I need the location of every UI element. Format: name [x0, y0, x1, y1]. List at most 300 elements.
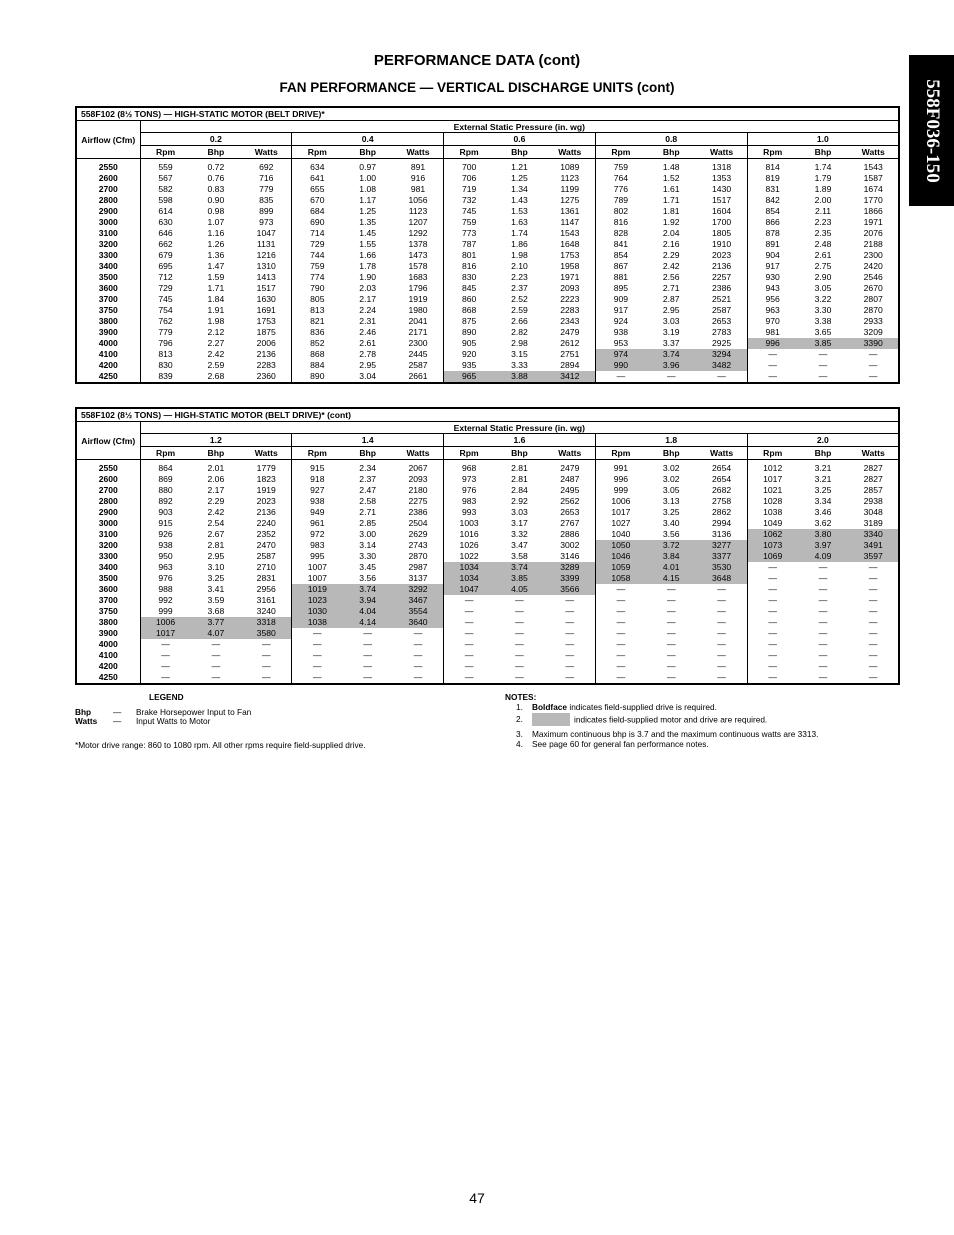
table-cell: 1017	[747, 474, 798, 485]
table-cell: 1049	[747, 518, 798, 529]
table-cell: 973	[259, 217, 274, 227]
table-cell: —	[818, 371, 828, 381]
table-row	[76, 562, 899, 573]
table-cell: 3.56	[359, 573, 377, 583]
table-cell: 714	[292, 228, 343, 239]
table-cell: —	[595, 650, 646, 661]
table-cell: 1430	[712, 184, 732, 194]
column-header: Rpm	[747, 447, 798, 460]
table-cell: 2504	[408, 518, 428, 528]
table-cell: —	[211, 639, 221, 649]
table-cell: 1021	[747, 485, 798, 496]
table-cell: 3.03	[511, 507, 528, 517]
table-cell: 1047	[444, 584, 495, 595]
table-cell: —	[363, 639, 372, 649]
table-cell: 3.14	[359, 540, 377, 550]
table-cell: —	[818, 573, 828, 583]
table-cell: 916	[410, 173, 426, 183]
table-cell: 1050	[595, 540, 646, 551]
table-cell: —	[140, 650, 191, 661]
table-cell: 830	[140, 360, 191, 371]
table-cell: 2661	[408, 371, 428, 381]
table-cell: 2.24	[359, 305, 377, 315]
table-cell: —	[666, 672, 676, 682]
table-cell: 2495	[560, 485, 580, 495]
table-cell: 773	[444, 228, 495, 239]
airflow-cell: 3750	[98, 305, 118, 315]
table-cell: 614	[140, 206, 191, 217]
table-cell: 776	[595, 184, 646, 195]
table-cell: —	[747, 672, 798, 684]
table-cell: 918	[292, 474, 343, 485]
table-cell: 899	[259, 206, 274, 216]
column-header: Bhp	[342, 146, 393, 159]
table-cell: 1683	[408, 272, 428, 282]
table-cell: 2987	[408, 562, 428, 572]
table-cell: 920	[444, 349, 495, 360]
table-cell: 3390	[848, 338, 899, 349]
table-cell: 3.38	[814, 316, 832, 326]
table-cell: 917	[595, 305, 646, 316]
table-cell: 3136	[712, 529, 732, 539]
table-cell: 965	[444, 371, 495, 383]
table-cell: 3.22	[814, 294, 832, 304]
table-cell: 868	[444, 305, 495, 316]
note-number: 3.	[516, 729, 523, 739]
airflow-cell: 4250	[98, 672, 118, 682]
table-cell: 0.76	[207, 173, 225, 183]
table-row	[76, 217, 899, 228]
table-cell: 1958	[560, 261, 580, 271]
table-cell: 2521	[712, 294, 732, 304]
table-cell: 1.59	[207, 272, 225, 282]
table-cell: 3.74	[646, 349, 697, 360]
table-cell: 1062	[747, 529, 798, 540]
table-cell: 891	[747, 239, 798, 250]
table-cell: 831	[747, 184, 798, 195]
table-cell: 869	[140, 474, 191, 485]
table-cell: 690	[292, 217, 343, 228]
table-cell: 729	[140, 283, 191, 294]
table-cell: 716	[259, 173, 274, 183]
table-cell: 1.26	[207, 239, 225, 249]
table-cell: 3.77	[191, 617, 242, 628]
table-cell: 3.00	[359, 529, 377, 539]
table-cell: 1026	[444, 540, 495, 551]
table-cell: 1543	[560, 228, 580, 238]
table-cell: 3491	[848, 540, 899, 551]
table-cell: 3.62	[814, 518, 832, 528]
table-cell: 641	[292, 173, 343, 184]
table-cell: 3.40	[662, 518, 680, 528]
airflow-cell: 3400	[98, 261, 118, 271]
table-cell: 903	[140, 507, 191, 518]
table-cell: 2654	[712, 463, 732, 473]
table-cell: 3294	[697, 349, 748, 360]
table-cell: —	[666, 661, 676, 671]
table-cell: 2.12	[207, 327, 225, 337]
table-cell: 2283	[256, 360, 276, 370]
table-cell: 821	[292, 316, 343, 327]
table-cell: 1.74	[814, 162, 832, 172]
table-cell: 646	[140, 228, 191, 239]
table-cell: 1.98	[511, 250, 528, 260]
table-cell: 3161	[256, 595, 276, 605]
table-cell: 1805	[712, 228, 732, 238]
table-cell: 842	[747, 195, 798, 206]
table-cell: 787	[444, 239, 495, 250]
table-cell: 2783	[712, 327, 732, 337]
table-row	[76, 496, 899, 507]
table-cell: —	[868, 606, 878, 616]
table-cell: 2076	[863, 228, 883, 238]
table-cell: 3412	[545, 371, 596, 383]
airflow-cell: 2550	[98, 463, 118, 473]
table-cell: 3.72	[646, 540, 697, 551]
table-cell: 3.74	[494, 562, 545, 573]
table-cell: 909	[595, 294, 646, 305]
airflow-cell: 3100	[98, 228, 118, 238]
motor-footnote: *Motor drive range: 860 to 1080 rpm. All other rpms require field-supplied drive.	[75, 740, 366, 750]
table-cell: —	[818, 606, 828, 616]
airflow-cell: 2550	[98, 162, 118, 172]
table-cell: 1353	[712, 173, 732, 183]
table-cell: 3.59	[207, 595, 225, 605]
table-cell: 1023	[292, 595, 343, 606]
table-cell: 841	[595, 239, 646, 250]
table-cell: 1.25	[511, 173, 528, 183]
table-cell: 915	[292, 460, 343, 475]
table-cell: 3530	[697, 562, 748, 573]
table-cell: —	[515, 628, 524, 638]
table-cell: 1318	[712, 162, 732, 172]
table-row	[76, 159, 899, 174]
airflow-cell: 3750	[98, 606, 118, 616]
airflow-cell: 3300	[98, 551, 118, 561]
table-cell: —	[595, 661, 646, 672]
table-cell: 2.48	[814, 239, 832, 249]
table-cell: 961	[292, 518, 343, 529]
table-cell: 719	[444, 184, 495, 195]
table-cell: 1.61	[662, 184, 680, 194]
table-cell: 2857	[863, 485, 883, 495]
table-cell: 0.98	[207, 206, 225, 216]
table-cell: 1753	[560, 250, 580, 260]
table-cell: 1007	[292, 562, 343, 573]
table-cell: —	[666, 584, 676, 594]
table-cell: 1.17	[359, 195, 377, 205]
table-cell: 2925	[712, 338, 732, 348]
table-cell: 2479	[560, 463, 580, 473]
table-cell: 2300	[408, 338, 428, 348]
fan-performance-table-2	[75, 407, 900, 685]
notes	[505, 692, 895, 749]
table-cell: 1131	[256, 239, 276, 249]
column-header: Bhp	[646, 146, 697, 159]
column-header: Bhp	[798, 146, 849, 159]
table-cell: 4.01	[646, 562, 697, 573]
table-cell: —	[413, 672, 423, 682]
side-tab-label: 558F036-150	[921, 78, 943, 183]
table-cell: 3554	[393, 606, 444, 617]
table-cell: 2.98	[511, 338, 528, 348]
table-cell: 0.90	[207, 195, 225, 205]
table-cell: 1.90	[359, 272, 377, 282]
table-row	[76, 617, 899, 628]
table-cell: 2.56	[662, 272, 680, 282]
airflow-cell: 3500	[98, 573, 118, 583]
table-cell: 3.10	[207, 562, 225, 572]
table-cell: 2093	[408, 474, 428, 484]
table-cell: 670	[292, 195, 343, 206]
column-header: Watts	[848, 146, 899, 159]
table-cell: 1910	[712, 239, 732, 249]
column-header: Watts	[697, 146, 748, 159]
table-cell: 2.59	[207, 360, 225, 370]
table-cell: 1.91	[207, 305, 225, 315]
table-cell: 974	[595, 349, 646, 360]
table-cell: 0.83	[207, 184, 225, 194]
table-cell: 3.13	[662, 496, 680, 506]
table-cell: 935	[444, 360, 495, 371]
table-row	[76, 360, 899, 371]
table-cell: 2067	[408, 463, 428, 473]
table-cell: 2.61	[814, 250, 832, 260]
note-number: 1.	[516, 702, 523, 712]
table-cell: —	[666, 650, 676, 660]
table-cell: 1123	[560, 173, 580, 183]
table-cell: —	[666, 595, 676, 605]
table-cell: 1.78	[359, 261, 377, 271]
table-cell: —	[444, 628, 495, 639]
table-cell: 630	[140, 217, 191, 228]
table-cell: 938	[140, 540, 191, 551]
table-cell: —	[868, 639, 878, 649]
table-cell: 1038	[747, 507, 798, 518]
table-cell: 1017	[140, 628, 191, 639]
table-cell: —	[868, 371, 878, 381]
table-cell: 2.37	[359, 474, 377, 484]
table-cell: —	[717, 584, 726, 594]
table-cell: 3.30	[359, 551, 377, 561]
column-header: Bhp	[494, 146, 545, 159]
table-cell: 3209	[863, 327, 883, 337]
airflow-cell: 3800	[98, 316, 118, 326]
table-cell: 3.56	[662, 529, 680, 539]
table-cell: 1007	[292, 573, 343, 584]
table-cell: 2.78	[359, 349, 377, 359]
table-cell: 1.07	[207, 217, 225, 227]
table-cell: 3.33	[511, 360, 528, 370]
table-cell: —	[363, 672, 372, 682]
table-cell: 2653	[560, 507, 580, 517]
column-header: Watts	[697, 447, 748, 460]
table-cell: 949	[292, 507, 343, 518]
table-cell: 905	[444, 338, 495, 349]
table-row	[76, 294, 899, 305]
table-cell: 745	[444, 206, 495, 217]
table-cell: 779	[259, 184, 274, 194]
notes-title: NOTES:	[505, 692, 537, 702]
table-cell: 2.06	[207, 474, 225, 484]
table-cell: 981	[747, 327, 798, 338]
table-cell: 924	[595, 316, 646, 327]
table-cell: 2360	[256, 371, 276, 381]
table-row	[76, 327, 899, 338]
table-cell: 1779	[256, 463, 276, 473]
side-tab	[909, 55, 954, 206]
table-cell: —	[747, 628, 798, 639]
table-cell: 3482	[697, 360, 748, 371]
table-cell: 2.35	[814, 228, 832, 238]
table-cell: 4.07	[191, 628, 242, 639]
table-cell: 2.71	[662, 283, 680, 293]
table-cell: —	[818, 661, 828, 671]
table-cell: 943	[747, 283, 798, 294]
column-header: Rpm	[292, 447, 343, 460]
table-cell: —	[818, 628, 828, 638]
table-cell: 1019	[292, 584, 343, 595]
table-cell: 2.66	[511, 316, 528, 326]
table-cell: 3.47	[511, 540, 528, 550]
table-cell: 3189	[863, 518, 883, 528]
table-cell: 1.63	[511, 217, 528, 227]
table-cell: 3.03	[662, 316, 680, 326]
table-cell: 996	[747, 338, 798, 349]
table-cell: 3.84	[646, 551, 697, 562]
table-cell: 1046	[595, 551, 646, 562]
table-cell: 2831	[256, 573, 276, 583]
table-cell: 891	[410, 162, 426, 172]
airflow-header: Airflow (Cfm)	[81, 435, 136, 446]
table-cell: 2758	[712, 496, 732, 506]
table-cell: —	[717, 606, 726, 616]
table-cell: —	[595, 639, 646, 650]
table-cell: 2479	[560, 327, 580, 337]
table-cell: 854	[747, 206, 798, 217]
table-cell: 1378	[408, 239, 428, 249]
table-cell: 4.09	[798, 551, 849, 562]
table-cell: 854	[595, 250, 646, 261]
table-cell: 801	[444, 250, 495, 261]
airflow-cell: 3100	[98, 529, 118, 539]
table-row	[76, 272, 899, 283]
table-cell: 1.86	[511, 239, 528, 249]
table-cell: 1691	[256, 305, 276, 315]
table-cell: 2.29	[662, 250, 680, 260]
table-cell: 3289	[545, 562, 596, 573]
table-cell: 2420	[863, 261, 883, 271]
table-cell: 813	[140, 349, 191, 360]
table-cell: 2.54	[207, 518, 225, 528]
airflow-cell: 3200	[98, 540, 118, 550]
table-cell: 692	[259, 162, 274, 172]
table-cell: 762	[140, 316, 191, 327]
table-cell: 2386	[712, 283, 732, 293]
table-cell: 2487	[560, 474, 580, 484]
table-cell: 3.58	[511, 551, 528, 561]
note-text: See page 60 for general fan performance notes.	[532, 739, 709, 749]
table-cell: —	[747, 661, 798, 672]
airflow-cell: 3400	[98, 562, 118, 572]
table-cell: 3377	[697, 551, 748, 562]
table-cell: 759	[444, 217, 495, 228]
table-cell: 2.61	[359, 338, 377, 348]
table-cell: 712	[140, 272, 191, 283]
table-cell: 2.11	[814, 206, 832, 216]
table-cell: —	[818, 639, 828, 649]
table-cell: 3.74	[342, 584, 393, 595]
column-header: Watts	[545, 447, 596, 460]
table-cell: 2188	[863, 239, 883, 249]
table-cell: 1089	[560, 162, 580, 172]
table-cell: 2.17	[207, 485, 225, 495]
table-cell: 679	[140, 250, 191, 261]
table-cell: —	[666, 628, 676, 638]
table-cell: —	[747, 573, 798, 584]
table-cell: 927	[292, 485, 343, 496]
table-cell: 2470	[256, 540, 276, 550]
table-cell: —	[140, 639, 191, 650]
table-cell: 830	[444, 272, 495, 283]
table-cell: —	[747, 595, 798, 606]
table-cell: 2654	[712, 474, 732, 484]
table-cell: 1047	[256, 228, 276, 238]
table-cell: 1.71	[207, 283, 225, 293]
table-cell: —	[292, 639, 343, 650]
table-row	[76, 595, 899, 606]
table-cell: 3.88	[494, 371, 545, 383]
table-cell: 3.15	[511, 349, 528, 359]
table-cell: 1038	[292, 617, 343, 628]
table-row	[76, 628, 899, 639]
pressure-header: 1.8	[595, 434, 747, 447]
table-cell: —	[717, 628, 726, 638]
table-cell: 3.68	[207, 606, 225, 616]
table-cell: 1.66	[359, 250, 377, 260]
note-number: 4.	[516, 739, 523, 749]
table-cell: 2445	[408, 349, 428, 359]
table-cell: 2.90	[814, 272, 832, 282]
table-cell: —	[868, 573, 878, 583]
table-row	[76, 338, 899, 349]
table-cell: —	[413, 639, 423, 649]
table-cell: 3048	[863, 507, 883, 517]
table-cell: 852	[292, 338, 343, 349]
table-cell: 3.97	[798, 540, 849, 551]
table-cell: 3.25	[814, 485, 832, 495]
table-cell: 3.25	[207, 573, 225, 583]
pressure-header: 1.6	[444, 434, 596, 447]
table-cell: 816	[444, 261, 495, 272]
table-cell: 655	[292, 184, 343, 195]
table-cell: 1056	[408, 195, 428, 205]
table-cell: 938	[595, 327, 646, 338]
airflow-header: Airflow (Cfm)	[81, 134, 136, 145]
table-row	[76, 485, 899, 496]
table-cell: —	[565, 628, 575, 638]
table-row	[76, 305, 899, 316]
table-cell: 1.84	[207, 294, 225, 304]
table-row	[76, 551, 899, 562]
table-cell: —	[595, 371, 646, 383]
table-cell: 2.87	[662, 294, 680, 304]
table-cell: 1.52	[662, 173, 680, 183]
table-cell: 0.72	[207, 162, 225, 172]
note-number: 2.	[516, 714, 523, 724]
airflow-cell: 2600	[98, 474, 118, 484]
table-cell: 802	[595, 206, 646, 217]
